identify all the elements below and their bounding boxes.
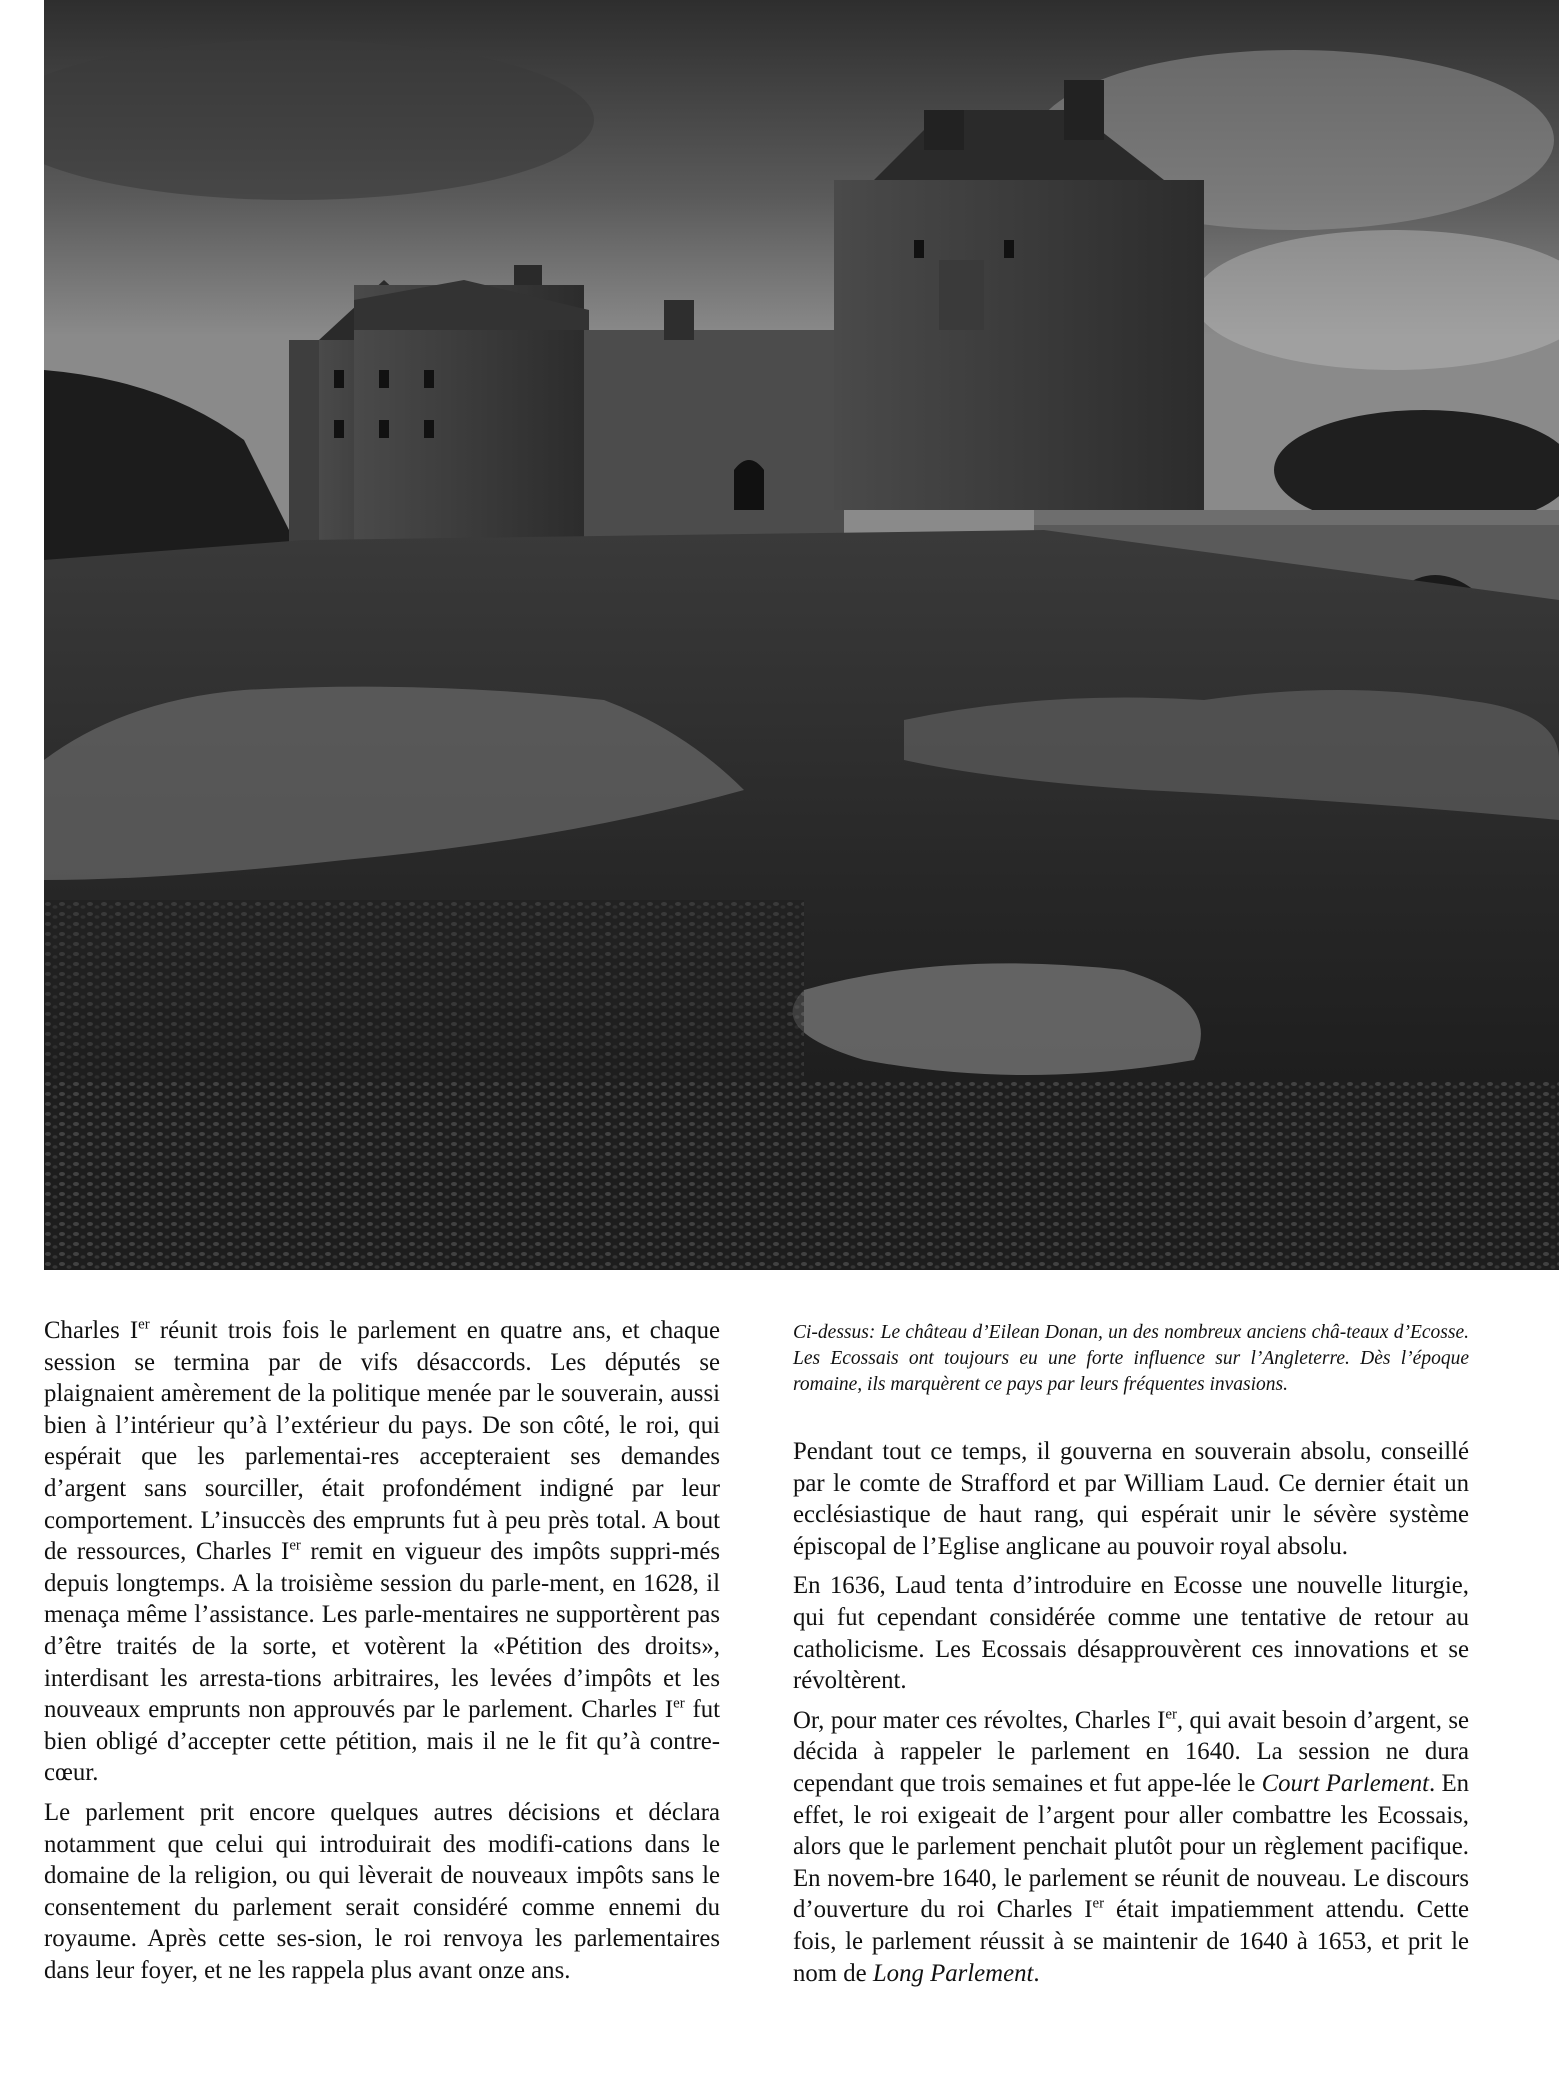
left-paragraph-2: Le parlement prit encore quelques autres décisions et déclara notamment que celui qui introduirait des modifi-cations dans le domaine de la religion, ou qui lèverait de nouveaux impôts sans le consentement du parlement serait considéré comme ennemi du royaume. Après cette ses-sion, le roi renvoya les parlementaires dans leur foyer, et ne les rappela plus avant onze ans. <box>44 1798 720 1984</box>
right-text-column <box>793 1315 1469 1997</box>
long-parlement-term: Long Parlement <box>872 1959 1034 1987</box>
right-paragraph-1: Pendant tout ce temps, il gouverna en souverain absolu, conseillé par le comte de Strafford et par William Laud. Ce dernier était un ecclésiastique de haut rang, qui espérait unir le sévère système épiscopal de l’Eglise anglicane au pouvoir royal absolu. <box>793 1438 1469 1560</box>
photo-caption: Ci-dessus: Le château d’Eilean Donan, un des nombreux anciens châ-teaux d’Ecosse. Les Ecossais ont toujours eu une forte influence sur l’Angleterre. Dès l’époque romaine, ils marquèrent ce pays par leurs fréquentes invasions. <box>793 1322 1469 1395</box>
left-text-column <box>44 1315 720 1994</box>
court-parlement-term: Court Parlement <box>1261 1769 1429 1797</box>
left-paragraph-1: Charles Ier réunit trois fois le parlement en quatre ans, et chaque session se termina par de vifs désaccords. Les députés se plaignaient amèrement de la politique menée par le souverain, aussi bien à l’intérieur qu’à l’extérieur du pays. De son côté, le roi, qui espérait que les parlementai-res accepteraient ses demandes d’argent sans sourciller, était profondément indigné par leur comportement. L’insuccès des emprunts fut à peu près total. A bout de ressources, Charles Ier remit en vigueur des impôts suppri-més depuis longtemps. A la troisième session du parle-ment, en 1628, il menaça même l’assistance. Les parle-mentaires ne supportèrent pas d’être traités de la sorte, et votèrent la «Pétition des droits», interdisant les arresta-tions arbitraires, les levées d’impôts et les nouveaux emprunts non approuvés par le parlement. Charles Ier fut bien obligé d’accepter cette pétition, mais il ne le fit qu’à contre-cœur. <box>44 1316 721 1787</box>
castle-photograph-image <box>44 0 1559 1270</box>
castle-photograph <box>44 0 1559 1270</box>
right-paragraph-3: Or, pour mater ces révoltes, Charles Ier, qui avait besoin d’argent, se décida à rappeler le parlement en 1640. La session ne dura cependant que trois semaines et fut appe-lée le Court Parlement. En effet, le roi exigeait de l’argent pour aller combattre les Ecossais, alors que le parlement penchait plutôt pour un règlement pacifique. En novem-bre 1640, le parlement se réunit de nouveau. Le discours d’ouverture du roi Charles Ier était impatiemment attendu. Cette fois, le parlement réussit à se maintenir de 1640 à 1653, et prit le nom de Long Parlement. <box>793 1706 1470 1987</box>
right-paragraph-2: En 1636, Laud tenta d’introduire en Ecosse une nouvelle liturgie, qui fut cependant considérée comme une tentative de retour au catholicisme. Les Ecossais désapprouvèrent ces innovations et se révoltèrent. <box>793 1572 1469 1695</box>
